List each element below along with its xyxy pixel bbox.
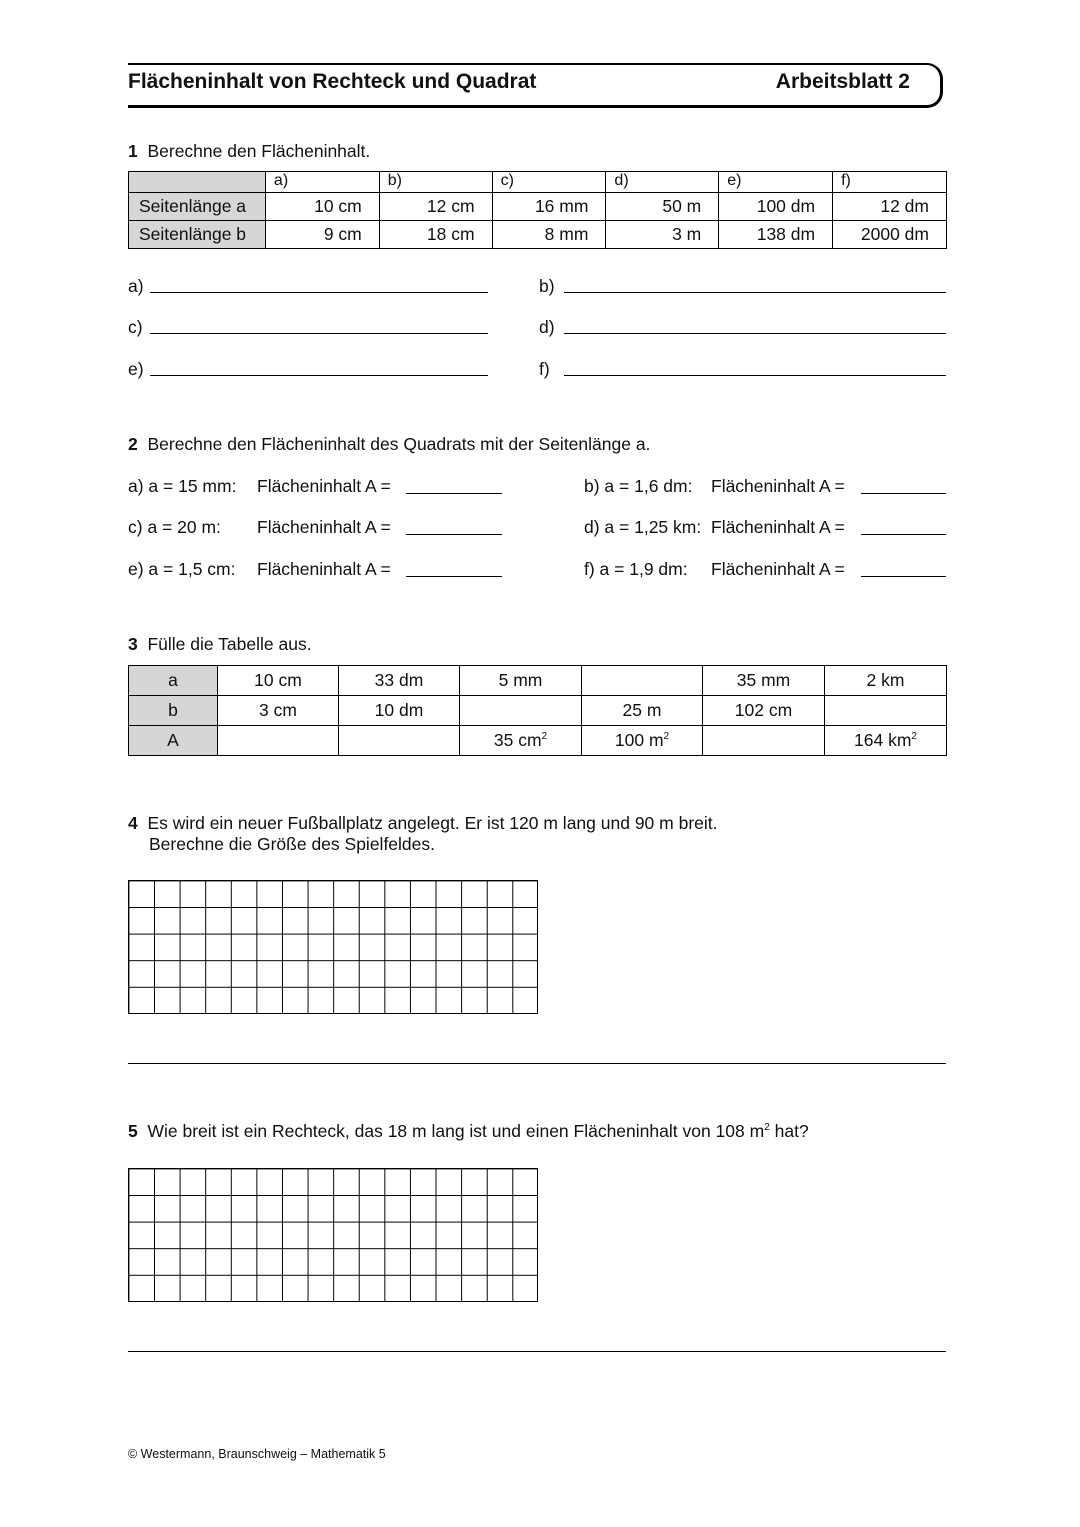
task3-row-label-a: a xyxy=(129,666,218,696)
task3-cell xyxy=(825,726,947,756)
task5-heading xyxy=(128,1121,809,1142)
task3-cell[interactable] xyxy=(703,726,825,756)
answer-label-f: f) xyxy=(539,359,550,379)
task2-area-label: Flächeninhalt A = xyxy=(711,559,845,579)
task2-answer-line[interactable] xyxy=(861,519,946,535)
task3-heading xyxy=(128,634,312,655)
answer-label-e: e) xyxy=(128,359,144,379)
task1-text: Berechne den Flächeninhalt. xyxy=(147,141,371,161)
task2-item-a: a) a = 15 mm: xyxy=(128,476,237,496)
task3-row-label-b: b xyxy=(129,696,218,726)
task1-cell: 12 cm xyxy=(379,193,492,221)
task3-cell[interactable] xyxy=(582,666,703,696)
task3-cell: 35 mm xyxy=(703,666,825,696)
task5-calc-grid[interactable] xyxy=(128,1168,538,1302)
task3-row-label-A: A xyxy=(129,726,218,756)
task4-text-line2: Berechne die Größe des Spielfeldes. xyxy=(149,834,435,854)
task4-text-line1: Es wird ein neuer Fußballplatz angelegt. Er ist 120 m lang und 90 m breit. xyxy=(147,813,718,833)
task1-cell: 9 cm xyxy=(265,221,379,249)
task3-text: Fülle die Tabelle aus. xyxy=(147,634,312,654)
task2-answer-line[interactable] xyxy=(406,478,502,494)
task3-area-exp: 2 xyxy=(911,731,917,743)
task3-cell: 25 m xyxy=(582,696,703,726)
task3-cell xyxy=(582,726,703,756)
task5-exp: 2 xyxy=(764,1122,770,1134)
task3-cell[interactable] xyxy=(339,726,460,756)
answer-label-d: d) xyxy=(539,317,555,337)
task1-cell: 16 mm xyxy=(492,193,606,221)
task1-cell: 2000 dm xyxy=(833,221,947,249)
task1-col-e: e) xyxy=(719,172,833,193)
task2-heading xyxy=(128,434,650,455)
answer-label-c: c) xyxy=(128,317,143,337)
task2-area-label: Flächeninhalt A = xyxy=(257,559,391,579)
task5-text-end: hat? xyxy=(769,1121,809,1141)
task3-number: 3 xyxy=(128,634,138,654)
task1-col-d: d) xyxy=(606,172,719,193)
task1-row-a-label: Seitenlänge a xyxy=(129,193,266,221)
task3-cell xyxy=(460,726,582,756)
task2-area-label: Flächeninhalt A = xyxy=(711,517,845,537)
copyright-footer: © Westermann, Braunschweig – Mathematik 5 xyxy=(128,1447,386,1461)
task1-number: 1 xyxy=(128,141,138,161)
task3-cell: 3 cm xyxy=(218,696,339,726)
task2-area-label: Flächeninhalt A = xyxy=(711,476,845,496)
task4-answer-line[interactable] xyxy=(128,1048,946,1064)
task1-col-c: c) xyxy=(492,172,606,193)
task5-number: 5 xyxy=(128,1121,138,1141)
task1-cell: 10 cm xyxy=(265,193,379,221)
task3-cell: 2 km xyxy=(825,666,947,696)
task3-cell: 10 cm xyxy=(218,666,339,696)
task1-cell: 3 m xyxy=(606,221,719,249)
task3-cell: 10 dm xyxy=(339,696,460,726)
task4-calc-grid[interactable] xyxy=(128,880,538,1014)
task1-corner-cell xyxy=(129,172,266,193)
task3-cell: 102 cm xyxy=(703,696,825,726)
task1-heading xyxy=(128,141,370,162)
task3-area-value: 164 km xyxy=(854,730,912,750)
task2-answer-line[interactable] xyxy=(861,561,946,577)
page-title: Flächeninhalt von Rechteck und Quadrat xyxy=(128,70,537,93)
task5-answer-line[interactable] xyxy=(128,1336,946,1352)
sheet-label: Arbeitsblatt 2 xyxy=(775,70,910,93)
answer-line-d[interactable] xyxy=(564,318,946,334)
task3-table xyxy=(128,665,947,756)
task4-number: 4 xyxy=(128,813,138,833)
task1-row-b-label: Seitenlänge b xyxy=(129,221,266,249)
task1-cell: 8 mm xyxy=(492,221,606,249)
task3-cell[interactable] xyxy=(218,726,339,756)
task2-item-f: f) a = 1,9 dm: xyxy=(584,559,688,579)
task3-cell: 5 mm xyxy=(460,666,582,696)
task4-heading xyxy=(128,813,718,834)
task1-cell: 12 dm xyxy=(833,193,947,221)
task5-text: Wie breit ist ein Rechteck, das 18 m lang ist und einen Flächeninhalt von 108 m xyxy=(147,1121,765,1141)
task2-item-b: b) a = 1,6 dm: xyxy=(584,476,693,496)
answer-label-a: a) xyxy=(128,276,144,296)
task3-cell: 33 dm xyxy=(339,666,460,696)
task1-col-f: f) xyxy=(833,172,947,193)
task1-cell: 18 cm xyxy=(379,221,492,249)
task2-answer-line[interactable] xyxy=(406,561,502,577)
answer-line-a[interactable] xyxy=(150,277,488,293)
task2-number: 2 xyxy=(128,434,138,454)
task1-table xyxy=(128,171,947,249)
task1-col-b: b) xyxy=(379,172,492,193)
task2-answer-line[interactable] xyxy=(861,478,946,494)
task2-area-label: Flächeninhalt A = xyxy=(257,517,391,537)
answer-line-c[interactable] xyxy=(150,318,488,334)
task3-cell[interactable] xyxy=(825,696,947,726)
task2-answer-line[interactable] xyxy=(406,519,502,535)
answer-line-f[interactable] xyxy=(564,360,946,376)
answer-label-b: b) xyxy=(539,276,555,296)
answer-line-e[interactable] xyxy=(150,360,488,376)
task3-area-exp: 2 xyxy=(663,731,670,743)
task3-area-exp: 2 xyxy=(541,731,548,743)
task3-area-value: 35 cm xyxy=(493,730,542,750)
task1-cell: 138 dm xyxy=(719,221,833,249)
answer-line-b[interactable] xyxy=(564,277,946,293)
task2-item-c: c) a = 20 m: xyxy=(128,517,221,537)
task1-col-a: a) xyxy=(265,172,379,193)
task1-cell: 50 m xyxy=(606,193,719,221)
task2-area-label: Flächeninhalt A = xyxy=(257,476,391,496)
task2-item-d: d) a = 1,25 km: xyxy=(584,517,702,537)
task2-text: Berechne den Flächeninhalt des Quadrats mit der Seitenlänge a. xyxy=(147,434,651,454)
task2-item-e: e) a = 1,5 cm: xyxy=(128,559,236,579)
task3-area-value: 100 m xyxy=(614,730,664,750)
task1-cell: 100 dm xyxy=(719,193,833,221)
task3-cell[interactable] xyxy=(460,696,582,726)
